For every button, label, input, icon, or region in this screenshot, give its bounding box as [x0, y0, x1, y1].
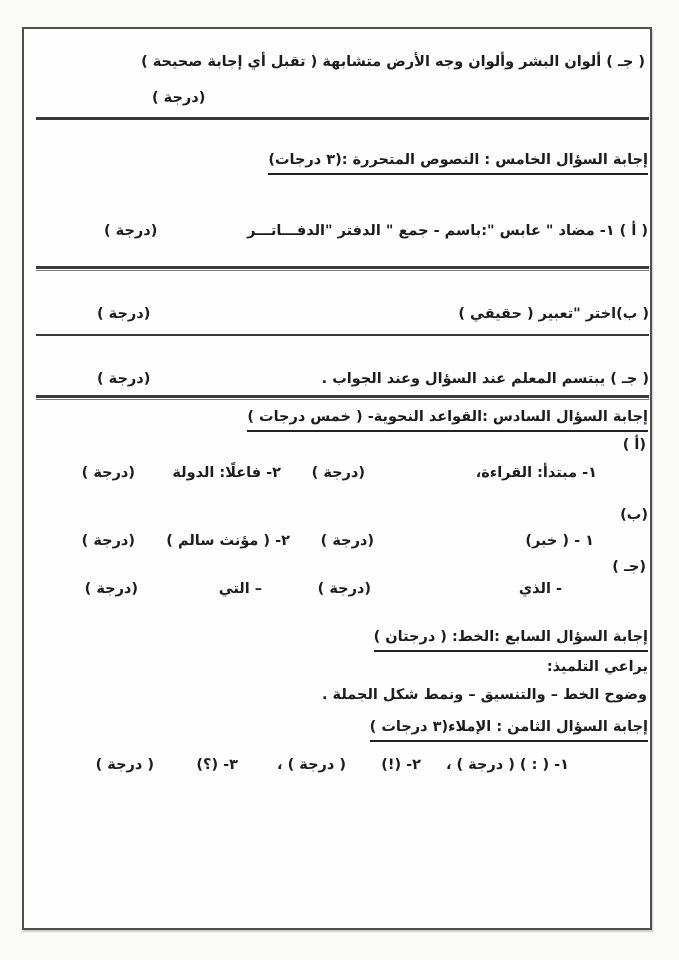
mark-label: (درجة ): [97, 306, 151, 322]
q8-item3: ٣- (؟): [196, 757, 238, 773]
separator-line-double: [36, 266, 649, 271]
question8-heading: إجابة السؤال الثامن : الإملاء(٣ درجات ): [370, 718, 648, 742]
mark-label: (درجة ): [97, 371, 151, 387]
q6-b-item1: ١ - ( خبر): [525, 533, 594, 549]
q6-b-item2: ٢- ( مؤنث سالم ): [166, 533, 290, 549]
question5-heading: إجابة السؤال الخامس : النصوص المتحررة :(٣ درجات): [268, 151, 648, 175]
mark-label: (درجة ): [84, 581, 138, 597]
q6-c-item1: - الذي: [518, 581, 562, 597]
page-border-frame: [22, 27, 652, 930]
q6-a-item1: ١- مبتدأ: القراءة،: [475, 465, 597, 481]
mark-label: (درجة ): [320, 533, 374, 549]
mark-label: (درجة ): [104, 223, 158, 239]
separator-line: [36, 334, 649, 336]
q7-criteria-intro: يراعي التلميذ:: [546, 659, 648, 675]
mark-label: (درجة ): [152, 90, 206, 106]
mark-label: (درجة ): [81, 465, 135, 481]
q6-c-item2: – التي: [218, 581, 262, 597]
q7-criteria-line: وضوح الخط – والتنسيق – ونمط شكل الجملة .: [322, 687, 647, 703]
mark-label: (درجة ): [81, 533, 135, 549]
mark-label: (درجة ): [317, 581, 371, 597]
mark-label: ( درجة ) ،: [277, 757, 346, 773]
separator-line: [36, 117, 649, 120]
question6-heading: إجابة السؤال السادس :القواعد النحوية- ( خمس درجات ): [247, 408, 648, 432]
q6-a-item2: ٢- فاعلًا: الدولة: [172, 465, 281, 481]
mark-label: (درجة ): [311, 465, 365, 481]
q6-part-a-label: (أ ): [622, 437, 646, 453]
q8-item1: ١- ( : ) ( درجة ) ،: [445, 757, 569, 773]
q8-item2: ٢- (!): [381, 757, 421, 773]
q5-part-a-answer: ( أ ) ١- مضاد " عابس ":باسم - جمع " الدفتر "الدفـــاتـــر: [247, 223, 648, 239]
mark-label: ( درجة ): [95, 757, 154, 773]
separator-line-double: [36, 395, 649, 400]
q6-part-b-label: (ب): [620, 507, 648, 523]
q6-part-c-label: (جـ ): [612, 559, 646, 575]
q5-part-b-answer: ( ب)اختر "تعبير ( حقيقي ): [458, 306, 649, 322]
prev-answer-line: ( جـ ) ألوان البشر وألوان وجه الأرض متشابهة ( تقبل أي إجابة صحيحة ): [141, 54, 645, 70]
q5-part-c-answer: ( جـ ) يبتسم المعلم عند السؤال وعند الجواب .: [321, 371, 649, 387]
question7-heading: إجابة السؤال السابع :الخط: ( درجتان ): [374, 628, 648, 652]
